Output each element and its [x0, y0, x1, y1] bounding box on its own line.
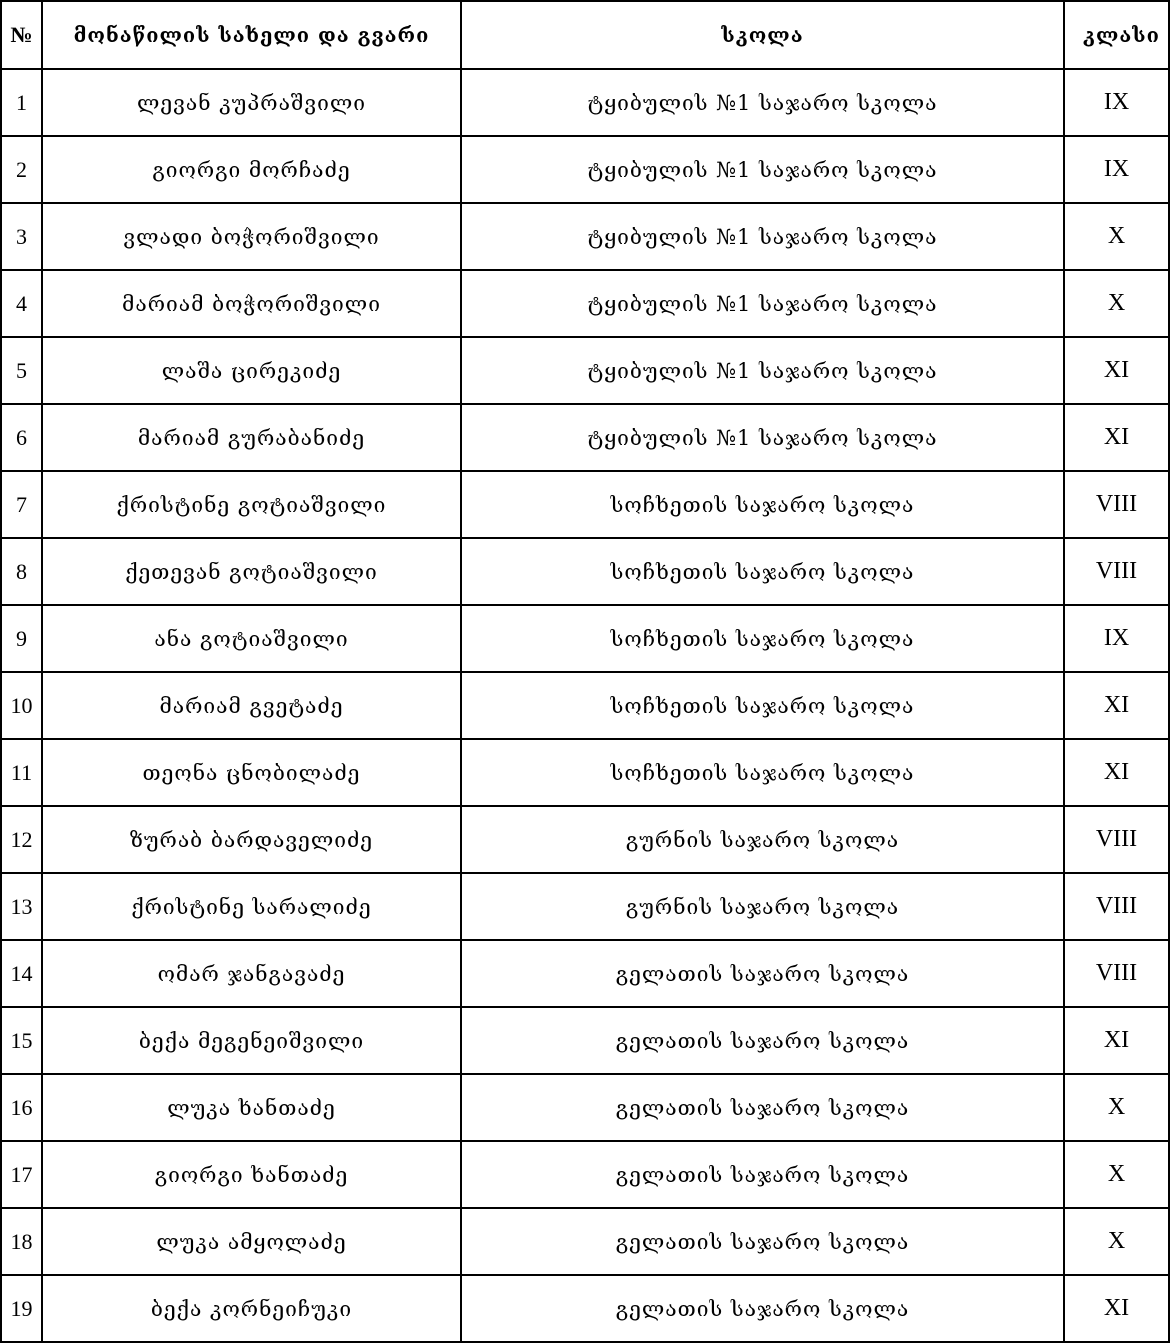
- school-name: ტყიბულის №1 საჯარო სკოლა: [461, 203, 1064, 270]
- participant-name: გიორგი ხანთაძე: [42, 1141, 461, 1208]
- header-participant-name: მონაწილის სახელი და გვარი: [42, 1, 461, 69]
- row-number: 6: [1, 404, 42, 471]
- participant-name: მარიამ ბოჭორიშვილი: [42, 270, 461, 337]
- header-school: სკოლა: [461, 1, 1064, 69]
- grade-level: VIII: [1064, 873, 1169, 940]
- grade-level: XI: [1064, 337, 1169, 404]
- grade-level: IX: [1064, 69, 1169, 136]
- row-number: 2: [1, 136, 42, 203]
- row-number: 17: [1, 1141, 42, 1208]
- school-name: გელათის საჯარო სკოლა: [461, 1074, 1064, 1141]
- grade-level: X: [1064, 203, 1169, 270]
- participant-name: ბექა კორნეიჩუკი: [42, 1275, 461, 1342]
- school-name: სოჩხეთის საჯარო სკოლა: [461, 538, 1064, 605]
- table-row: [1, 1074, 1169, 1141]
- row-number: 14: [1, 940, 42, 1007]
- table-row: [1, 739, 1169, 806]
- row-number: 8: [1, 538, 42, 605]
- school-name: გელათის საჯარო სკოლა: [461, 1275, 1064, 1342]
- grade-level: XI: [1064, 1275, 1169, 1342]
- table-row: [1, 1275, 1169, 1342]
- row-number: 16: [1, 1074, 42, 1141]
- table-row: [1, 337, 1169, 404]
- school-name: გელათის საჯარო სკოლა: [461, 940, 1064, 1007]
- participant-name: ომარ ჯანგავაძე: [42, 940, 461, 1007]
- header-number: №: [1, 1, 42, 69]
- school-name: გელათის საჯარო სკოლა: [461, 1208, 1064, 1275]
- table-row: [1, 940, 1169, 1007]
- table-row: [1, 1141, 1169, 1208]
- row-number: 10: [1, 672, 42, 739]
- participant-name: თეონა ცნობილაძე: [42, 739, 461, 806]
- grade-level: X: [1064, 1074, 1169, 1141]
- row-number: 5: [1, 337, 42, 404]
- grade-level: XI: [1064, 1007, 1169, 1074]
- table-row: [1, 404, 1169, 471]
- row-number: 19: [1, 1275, 42, 1342]
- school-name: ტყიბულის №1 საჯარო სკოლა: [461, 136, 1064, 203]
- participant-name: გიორგი მორჩაძე: [42, 136, 461, 203]
- school-name: ტყიბულის №1 საჯარო სკოლა: [461, 404, 1064, 471]
- participant-name: მარიამ გურაბანიძე: [42, 404, 461, 471]
- table-row: [1, 873, 1169, 940]
- school-name: გურნის საჯარო სკოლა: [461, 806, 1064, 873]
- school-name: სოჩხეთის საჯარო სკოლა: [461, 672, 1064, 739]
- row-number: 1: [1, 69, 42, 136]
- table-row: [1, 538, 1169, 605]
- table-body: [1, 69, 1169, 1342]
- school-name: სოჩხეთის საჯარო სკოლა: [461, 471, 1064, 538]
- school-name: გელათის საჯარო სკოლა: [461, 1141, 1064, 1208]
- table-row: [1, 806, 1169, 873]
- row-number: 4: [1, 270, 42, 337]
- school-name: გელათის საჯარო სკოლა: [461, 1007, 1064, 1074]
- row-number: 7: [1, 471, 42, 538]
- row-number: 12: [1, 806, 42, 873]
- table-row: [1, 605, 1169, 672]
- participant-name: ზურაბ ბარდაველიძე: [42, 806, 461, 873]
- grade-level: XI: [1064, 404, 1169, 471]
- header-grade: კლასი: [1064, 1, 1169, 69]
- grade-level: X: [1064, 1208, 1169, 1275]
- participant-name: მარიამ გვეტაძე: [42, 672, 461, 739]
- grade-level: VIII: [1064, 471, 1169, 538]
- row-number: 18: [1, 1208, 42, 1275]
- row-number: 3: [1, 203, 42, 270]
- table-row: [1, 1208, 1169, 1275]
- row-number: 9: [1, 605, 42, 672]
- grade-level: X: [1064, 1141, 1169, 1208]
- grade-level: VIII: [1064, 940, 1169, 1007]
- participant-name: ქრისტინე სარალიძე: [42, 873, 461, 940]
- grade-level: IX: [1064, 136, 1169, 203]
- participant-name: ლუკა ამყოლაძე: [42, 1208, 461, 1275]
- school-name: სოჩხეთის საჯარო სკოლა: [461, 605, 1064, 672]
- table-header: [1, 1, 1169, 69]
- table-row: [1, 203, 1169, 270]
- grade-level: IX: [1064, 605, 1169, 672]
- grade-level: VIII: [1064, 806, 1169, 873]
- table-row: [1, 270, 1169, 337]
- grade-level: VIII: [1064, 538, 1169, 605]
- participant-name: ლაშა ცირეკიძე: [42, 337, 461, 404]
- participant-name: ანა გოტიაშვილი: [42, 605, 461, 672]
- row-number: 15: [1, 1007, 42, 1074]
- school-name: ტყიბულის №1 საჯარო სკოლა: [461, 337, 1064, 404]
- school-name: ტყიბულის №1 საჯარო სკოლა: [461, 69, 1064, 136]
- header-row: [1, 1, 1169, 69]
- grade-level: X: [1064, 270, 1169, 337]
- grade-level: XI: [1064, 739, 1169, 806]
- participant-name: ლუკა ხანთაძე: [42, 1074, 461, 1141]
- school-name: ტყიბულის №1 საჯარო სკოლა: [461, 270, 1064, 337]
- participant-name: ქრისტინე გოტიაშვილი: [42, 471, 461, 538]
- table-row: [1, 471, 1169, 538]
- table-row: [1, 1007, 1169, 1074]
- row-number: 13: [1, 873, 42, 940]
- table-row: [1, 672, 1169, 739]
- table-row: [1, 69, 1169, 136]
- table-row: [1, 136, 1169, 203]
- participant-name: ბექა მეგენეიშვილი: [42, 1007, 461, 1074]
- participant-name: ლევან კუპრაშვილი: [42, 69, 461, 136]
- school-name: სოჩხეთის საჯარო სკოლა: [461, 739, 1064, 806]
- participant-name: ვლადი ბოჭორიშვილი: [42, 203, 461, 270]
- participant-name: ქეთევან გოტიაშვილი: [42, 538, 461, 605]
- school-name: გურნის საჯარო სკოლა: [461, 873, 1064, 940]
- grade-level: XI: [1064, 672, 1169, 739]
- row-number: 11: [1, 739, 42, 806]
